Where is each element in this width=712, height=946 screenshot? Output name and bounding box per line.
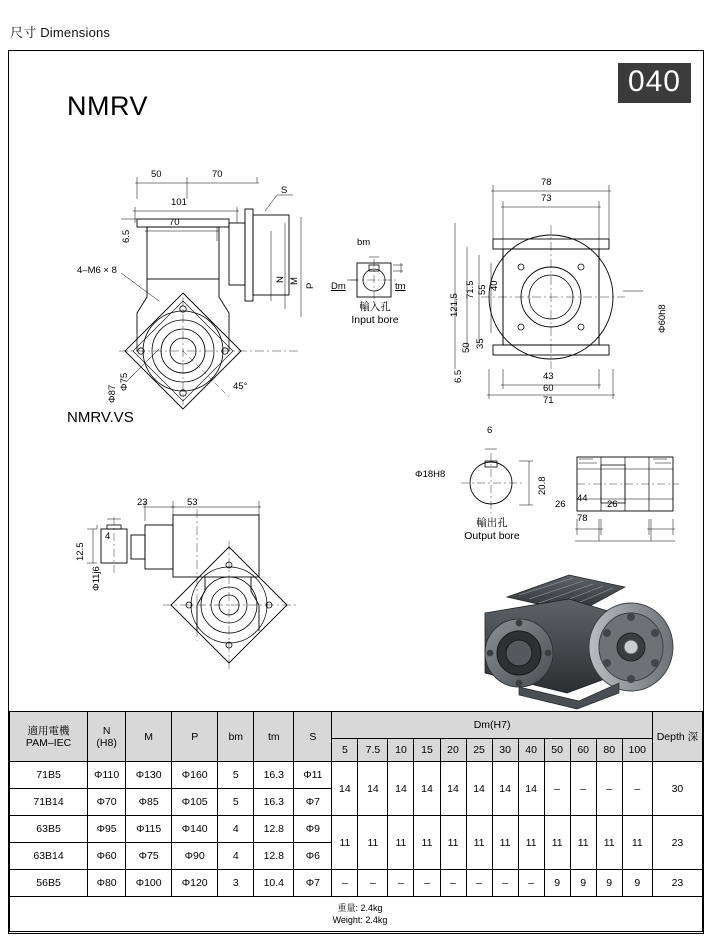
dim-26a: 26 bbox=[555, 499, 566, 510]
cell-dm: 14 bbox=[358, 762, 388, 816]
dim-44: 44 bbox=[577, 493, 588, 504]
output-bore-caption bbox=[437, 517, 547, 543]
dim-70b: 70 bbox=[169, 217, 180, 228]
header-n-sub: (H8) bbox=[96, 736, 117, 749]
model-badge: 040 bbox=[618, 63, 691, 103]
cell-p: Φ140 bbox=[172, 816, 218, 843]
cell-model: 71B5 bbox=[10, 762, 88, 789]
output-bore-cn: 輸出孔 bbox=[476, 517, 508, 529]
cell-n: Φ60 bbox=[88, 843, 126, 870]
cell-tm: 16.3 bbox=[254, 762, 294, 789]
cell-dm: 9 bbox=[544, 870, 570, 897]
cell-dm: – bbox=[544, 762, 570, 816]
dim-6-out: 6 bbox=[487, 425, 493, 436]
header-dm-5: 25 bbox=[466, 739, 492, 762]
cell-model: 63B14 bbox=[10, 843, 88, 870]
product-photo bbox=[449, 561, 679, 711]
header-dm-6: 30 bbox=[492, 739, 518, 762]
cell-dm: – bbox=[332, 870, 358, 897]
dim-4: 4 bbox=[105, 531, 111, 542]
cell-model: 63B5 bbox=[10, 816, 88, 843]
cell-tm: 12.8 bbox=[254, 843, 294, 870]
header-dm-7: 40 bbox=[518, 739, 544, 762]
cell-dm: 14 bbox=[388, 762, 414, 816]
cell-dm: 11 bbox=[466, 816, 492, 870]
cell-depth: 30 bbox=[652, 762, 702, 816]
cell-m: Φ130 bbox=[126, 762, 172, 789]
cell-dm: – bbox=[570, 762, 596, 816]
cell-s: Φ7 bbox=[294, 870, 332, 897]
table-header-row-1 bbox=[10, 712, 703, 739]
header-dm-group: Dm(H7) bbox=[332, 712, 652, 739]
dim-101: 101 bbox=[171, 197, 187, 208]
cell-p: Φ90 bbox=[172, 843, 218, 870]
cell-n: Φ95 bbox=[88, 816, 126, 843]
header-motor-en: PAM–IEC bbox=[25, 736, 72, 749]
header-depth: Depth 深 bbox=[652, 712, 702, 762]
dim-121-5: 121.5 bbox=[449, 293, 460, 317]
page-title: 尺寸 Dimensions bbox=[10, 25, 111, 40]
cell-n: Φ110 bbox=[88, 762, 126, 789]
cell-dm: 11 bbox=[544, 816, 570, 870]
header-dm-8: 50 bbox=[544, 739, 570, 762]
header-motor-cn: 適用電機 bbox=[27, 724, 70, 737]
dim-phi11j6: Φ11j6 bbox=[91, 566, 102, 591]
dim-53: 53 bbox=[187, 497, 198, 508]
dim-45deg: 45° bbox=[233, 381, 248, 392]
cell-dm: 11 bbox=[596, 816, 622, 870]
cell-dm: 11 bbox=[358, 816, 388, 870]
dim-tm: tm bbox=[395, 281, 406, 292]
cell-dm: – bbox=[440, 870, 466, 897]
cell-dm: 11 bbox=[622, 816, 652, 870]
dim-60: 60 bbox=[543, 383, 554, 394]
spec-table bbox=[9, 711, 703, 932]
dim-phi87: Φ87 bbox=[107, 384, 118, 403]
cell-dm: – bbox=[596, 762, 622, 816]
cell-dm: 11 bbox=[492, 816, 518, 870]
cell-s: Φ6 bbox=[294, 843, 332, 870]
dim-phi75: Φ75 bbox=[119, 372, 130, 391]
dim-78-out: 78 bbox=[577, 513, 588, 524]
dim-26b: 26 bbox=[607, 499, 618, 510]
cell-dm: 14 bbox=[492, 762, 518, 816]
cell-m: Φ75 bbox=[126, 843, 172, 870]
cell-dm: – bbox=[388, 870, 414, 897]
header-bm: bm bbox=[218, 712, 254, 762]
cell-m: Φ115 bbox=[126, 816, 172, 843]
cell-bm: 5 bbox=[218, 789, 254, 816]
dim-71: 71 bbox=[543, 395, 554, 406]
output-bore-en: Output bore bbox=[464, 530, 520, 542]
series-label-vs: NMRV.VS bbox=[67, 409, 134, 426]
dim-6-5: 6.5 bbox=[121, 229, 132, 243]
content-frame bbox=[8, 50, 704, 934]
dim-73: 73 bbox=[541, 193, 552, 204]
dim-71-5: 71.5 bbox=[465, 280, 476, 299]
weight-cell bbox=[10, 897, 703, 932]
cell-dm: – bbox=[466, 870, 492, 897]
cell-s: Φ11 bbox=[294, 762, 332, 789]
weight-cn: 重量: 2.4kg bbox=[337, 903, 383, 913]
cell-dm: – bbox=[622, 762, 652, 816]
dim-70: 70 bbox=[212, 169, 223, 180]
cell-n: Φ70 bbox=[88, 789, 126, 816]
cell-dm: 9 bbox=[596, 870, 622, 897]
cell-dm: 11 bbox=[388, 816, 414, 870]
cell-dm: – bbox=[358, 870, 388, 897]
cell-dm: 9 bbox=[622, 870, 652, 897]
cell-tm: 12.8 bbox=[254, 816, 294, 843]
dim-phi60h8: Φ60h8 bbox=[657, 304, 668, 333]
dim-50: 50 bbox=[151, 169, 162, 180]
dim-40: 40 bbox=[489, 280, 500, 291]
cell-model: 71B14 bbox=[10, 789, 88, 816]
cell-dm: – bbox=[518, 870, 544, 897]
header-m: M bbox=[126, 712, 172, 762]
cell-depth: 23 bbox=[652, 816, 702, 870]
cell-dm: 11 bbox=[332, 816, 358, 870]
table-row bbox=[10, 870, 703, 897]
header-dm-10: 80 bbox=[596, 739, 622, 762]
cell-dm: – bbox=[492, 870, 518, 897]
cell-bm: 4 bbox=[218, 816, 254, 843]
header-p: P bbox=[172, 712, 218, 762]
dim-6-5-right: 6.5 bbox=[453, 369, 464, 383]
cell-tm: 16.3 bbox=[254, 789, 294, 816]
header-dm-4: 20 bbox=[440, 739, 466, 762]
header-n-label: N bbox=[102, 724, 111, 737]
cell-dm: 14 bbox=[440, 762, 466, 816]
cell-m: Φ85 bbox=[126, 789, 172, 816]
cell-p: Φ105 bbox=[172, 789, 218, 816]
header-dm-0: 5 bbox=[332, 739, 358, 762]
dim-phi18h8: Φ18H8 bbox=[415, 469, 446, 480]
header-s: S bbox=[294, 712, 332, 762]
dim-50-right: 50 bbox=[461, 342, 472, 353]
table-row bbox=[10, 762, 703, 789]
cell-s: Φ9 bbox=[294, 816, 332, 843]
cell-n: Φ80 bbox=[88, 870, 126, 897]
header-tm: tm bbox=[254, 712, 294, 762]
cell-dm: 11 bbox=[414, 816, 440, 870]
cell-m: Φ100 bbox=[126, 870, 172, 897]
weight-row bbox=[10, 897, 703, 932]
cell-dm: 14 bbox=[518, 762, 544, 816]
cell-dm: 11 bbox=[570, 816, 596, 870]
cell-dm: 14 bbox=[332, 762, 358, 816]
dim-p: P bbox=[305, 282, 316, 289]
header-dm-1: 7.5 bbox=[358, 739, 388, 762]
spec-table-wrapper bbox=[9, 711, 703, 932]
dim-78: 78 bbox=[541, 177, 552, 188]
dim-dm: Dm bbox=[331, 281, 346, 292]
cell-dm: 11 bbox=[440, 816, 466, 870]
series-label: NMRV bbox=[67, 91, 149, 121]
cell-p: Φ120 bbox=[172, 870, 218, 897]
cell-dm: – bbox=[414, 870, 440, 897]
cell-bm: 4 bbox=[218, 843, 254, 870]
cell-tm: 10.4 bbox=[254, 870, 294, 897]
dim-bolts: 4–M6 × 8 bbox=[77, 265, 117, 276]
dim-55: 55 bbox=[477, 284, 488, 295]
dim-m: M bbox=[289, 277, 300, 285]
header-dm-11: 100 bbox=[622, 739, 652, 762]
dim-12-5: 12.5 bbox=[75, 542, 86, 561]
cell-dm: 11 bbox=[518, 816, 544, 870]
cell-dm: 14 bbox=[466, 762, 492, 816]
weight-en: Weight: 2.4kg bbox=[332, 915, 388, 925]
cell-s: Φ7 bbox=[294, 789, 332, 816]
dim-s: S bbox=[281, 185, 288, 196]
header-dm-3: 15 bbox=[414, 739, 440, 762]
dim-23: 23 bbox=[137, 497, 148, 508]
header-n bbox=[88, 712, 126, 762]
cell-p: Φ160 bbox=[172, 762, 218, 789]
cell-bm: 5 bbox=[218, 762, 254, 789]
table-row bbox=[10, 816, 703, 843]
header-dm-9: 60 bbox=[570, 739, 596, 762]
cell-bm: 3 bbox=[218, 870, 254, 897]
dim-bm: bm bbox=[357, 237, 371, 248]
cell-model: 56B5 bbox=[10, 870, 88, 897]
input-bore-en: Input bore bbox=[351, 314, 399, 326]
drawing-area bbox=[9, 51, 703, 711]
input-bore-cn: 輸入孔 bbox=[359, 301, 391, 313]
header-dm-2: 10 bbox=[388, 739, 414, 762]
input-bore-caption bbox=[325, 301, 425, 327]
dim-n: N bbox=[275, 276, 286, 283]
dim-20-8: 20.8 bbox=[537, 476, 548, 495]
cell-dm: 9 bbox=[570, 870, 596, 897]
header-motor bbox=[10, 712, 88, 762]
cell-depth: 23 bbox=[652, 870, 702, 897]
dim-35: 35 bbox=[475, 338, 486, 349]
dim-43: 43 bbox=[543, 371, 554, 382]
cell-dm: 14 bbox=[414, 762, 440, 816]
